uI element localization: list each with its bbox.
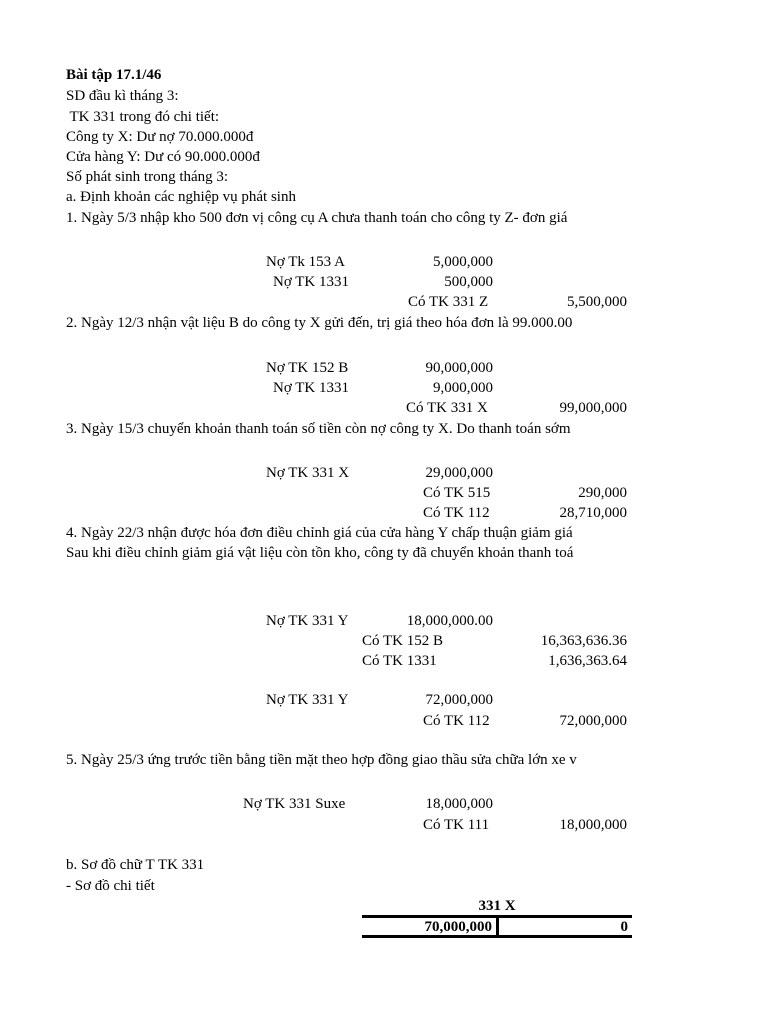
arising-line: Số phát sinh trong tháng 3: xyxy=(66,169,229,185)
entry-label: Có TK 112 xyxy=(423,713,490,729)
part-b-title: b. Sơ đồ chữ T TK 331 xyxy=(66,857,205,873)
entry-debit: 72,000,000 xyxy=(425,692,493,708)
entry-credit: 16,363,636.36 xyxy=(540,633,627,649)
transaction-3-description: 3. Ngày 15/3 chuyển khoản thanh toán số tiền còn nợ công ty X. Do thanh toán sớm xyxy=(66,421,571,437)
entry-credit: 5,500,000 xyxy=(567,294,627,310)
entry-label: Nợ TK 331 Suxe xyxy=(243,796,346,812)
opening-balance-line: SD đầu kì tháng 3: xyxy=(66,88,179,104)
transaction-5-description: 5. Ngày 25/3 ứng trước tiền bằng tiền mặt theo hợp đồng giao thầu sửa chữa lớn xe v xyxy=(66,752,577,768)
entry-label: Có TK 515 xyxy=(423,485,491,501)
entry-label: Có TK 331 X xyxy=(406,400,488,416)
entry-label: Nợ TK 331 Y xyxy=(266,613,349,629)
entry-credit: 72,000,000 xyxy=(559,713,627,729)
part-a-title: a. Định khoản các nghiệp vụ phát sinh xyxy=(66,189,296,205)
entry-label: Nợ TK 331 X xyxy=(266,465,350,481)
company-x-balance: Công ty X: Dư nợ 70.000.000đ xyxy=(66,129,254,145)
transaction-4-description-continued: Sau khi điều chỉnh giảm giá vật liệu còn tồn kho, công ty đã chuyển khoản thanh toá xyxy=(66,545,574,561)
detail-line: TK 331 trong đó chi tiết: xyxy=(66,109,220,125)
entry-label: Có TK 1331 xyxy=(362,653,437,669)
entry-label: Nợ TK 331 Y xyxy=(266,692,349,708)
t-account-bottom-rule xyxy=(362,935,632,938)
entry-label: Nợ TK 152 B xyxy=(266,360,349,376)
entry-credit: 28,710,000 xyxy=(559,505,627,521)
t-account-credit-opening: 0 xyxy=(620,919,628,935)
entry-label: Có TK 152 B xyxy=(362,633,443,649)
entry-label: Có TK 112 xyxy=(423,505,490,521)
t-account-title: 331 X xyxy=(478,898,516,914)
t-account-debit-opening: 70,000,000 xyxy=(424,919,492,935)
entry-credit: 18,000,000 xyxy=(559,817,627,833)
entry-debit: 90,000,000 xyxy=(425,360,493,376)
entry-debit: 18,000,000.00 xyxy=(406,613,493,629)
entry-credit: 99,000,000 xyxy=(559,400,627,416)
t-account-divider xyxy=(496,915,499,937)
entry-label: Có TK 331 Z xyxy=(408,294,489,310)
entry-debit: 9,000,000 xyxy=(433,380,493,396)
entry-debit: 18,000,000 xyxy=(425,796,493,812)
transaction-4-description: 4. Ngày 22/3 nhận được hóa đơn điều chỉnh giá của cửa hàng Y chấp thuận giảm giá xyxy=(66,525,573,541)
entry-debit: 5,000,000 xyxy=(433,254,493,270)
store-y-balance: Cửa hàng Y: Dư có 90.000.000đ xyxy=(66,149,260,165)
entry-debit: 29,000,000 xyxy=(425,465,493,481)
entry-debit: 500,000 xyxy=(444,274,493,290)
transaction-1-description: 1. Ngày 5/3 nhập kho 500 đơn vị công cụ A chưa thanh toán cho công ty Z- đơn giá xyxy=(66,210,568,226)
transaction-2-description: 2. Ngày 12/3 nhận vật liệu B do công ty X gửi đến, trị giá theo hóa đơn là 99.000.00 xyxy=(66,315,573,331)
entry-credit: 290,000 xyxy=(578,485,627,501)
entry-label: Nợ TK 1331 xyxy=(273,380,349,396)
entry-label: Có TK 111 xyxy=(423,817,490,833)
part-b-subtitle: - Sơ đồ chi tiết xyxy=(66,878,155,894)
entry-label: Nợ Tk 153 A xyxy=(266,254,345,270)
entry-credit: 1,636,363.64 xyxy=(548,653,627,669)
entry-label: Nợ TK 1331 xyxy=(273,274,349,290)
exercise-heading: Bài tập 17.1/46 xyxy=(66,67,162,83)
